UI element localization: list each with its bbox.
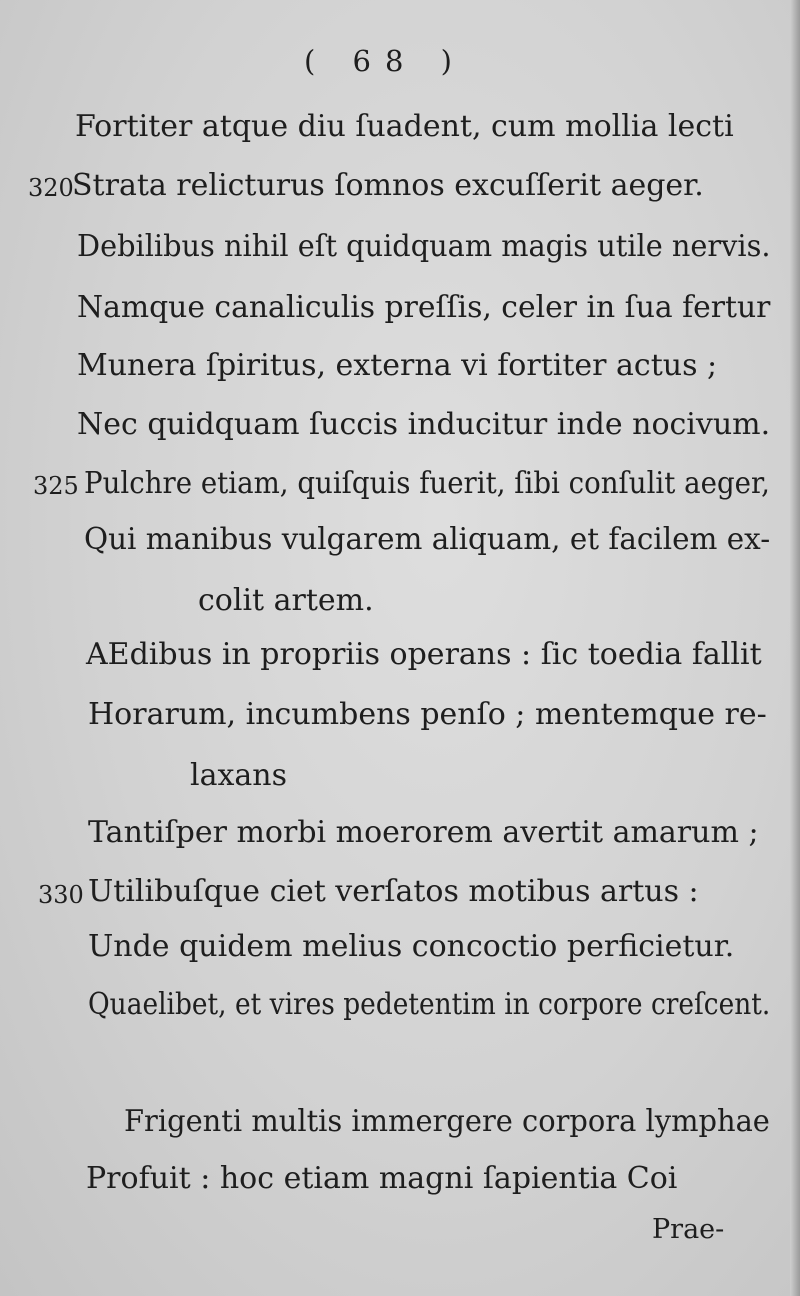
catchword: Prae- (652, 1214, 725, 1245)
verse-line: Fortiter atque diu ſuadent, cum mollia lecti (75, 109, 734, 144)
verse-line: Quaelibet, et vires pedetentim in corpore creſcent. (88, 987, 771, 1022)
verse-number-320: 320 (28, 174, 74, 202)
verse-line: Tantiſper morbi moerorem avertit amarum ; (88, 815, 759, 850)
verse-line: Munera ſpiritus, externa vi fortiter actus ; (77, 348, 718, 383)
verse-line: Frigenti multis immergere corpora lymphae (124, 1104, 770, 1139)
verse-line: Strata relicturus ſomnos excuſſerit aeger. (72, 168, 704, 203)
verse-number-325: 325 (33, 472, 79, 500)
verse-line: Horarum, incumbens penſo ; mentemque re- (88, 697, 767, 732)
verse-number-330: 330 (38, 881, 84, 909)
verse-line: Debilibus nihil eſt quidquam magis utile nervis. (77, 229, 771, 264)
page-number: ( 68 ) (304, 44, 466, 78)
verse-line: Namque canaliculis preſſis, celer in ſua fertur (77, 290, 771, 325)
page-edge-shadow (790, 0, 800, 1296)
verse-line: Utilibuſque ciet verſatos motibus artus : (88, 874, 699, 909)
verse-line-continuation: colit artem. (198, 583, 374, 618)
verse-line: Nec quidquam ſuccis inducitur inde nocivum. (77, 407, 771, 442)
verse-line-continuation: laxans (190, 758, 288, 793)
verse-line: Unde quidem melius concoctio perficietur. (88, 929, 735, 964)
verse-line: AEdibus in propriis operans : ſic toedia fallit (86, 637, 762, 672)
verse-line: Profuit : hoc etiam magni ſapientia Coi (86, 1161, 678, 1196)
verse-line: Pulchre etiam, quiſquis fuerit, ſibi conſulit aeger, (84, 466, 770, 501)
verse-line: Qui manibus vulgarem aliquam, et facilem ex- (84, 522, 771, 557)
